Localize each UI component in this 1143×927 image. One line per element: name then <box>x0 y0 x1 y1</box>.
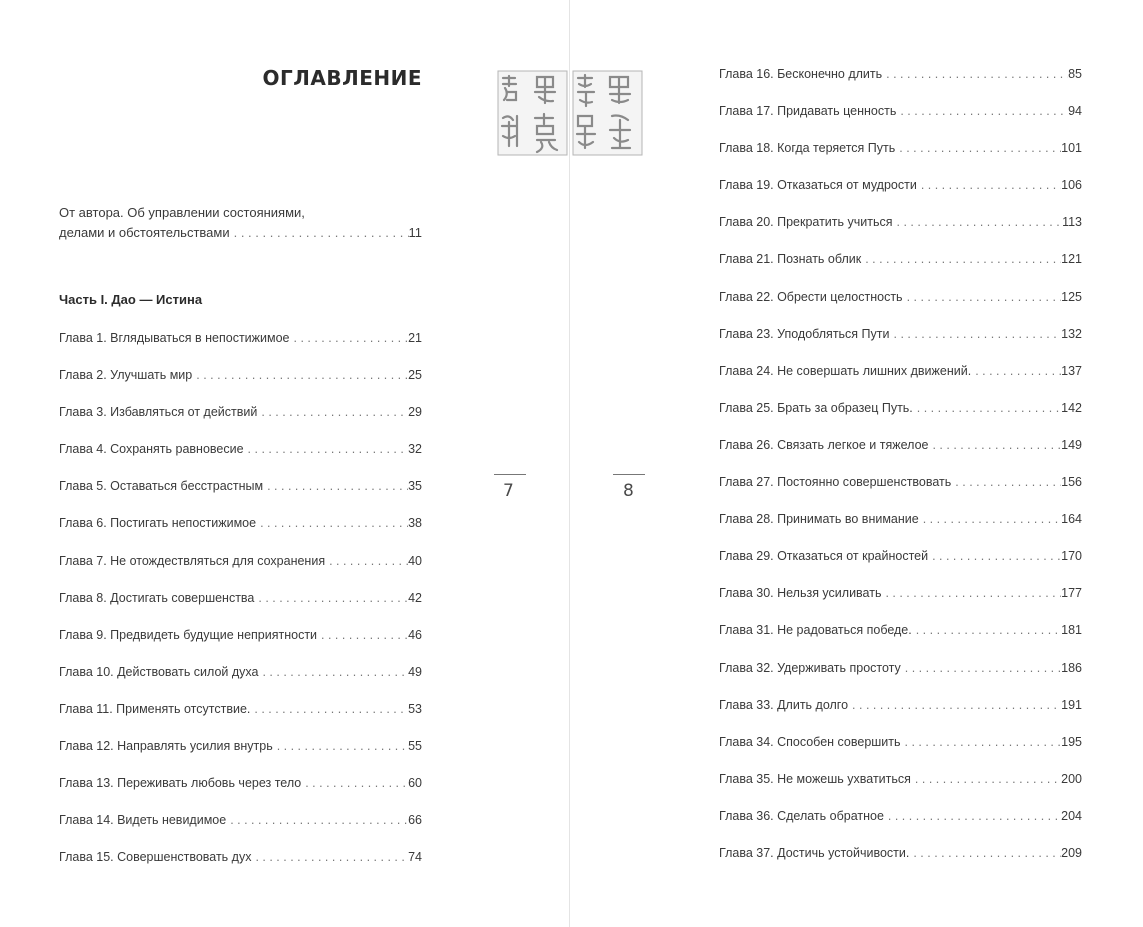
dot-leader <box>928 549 1061 563</box>
toc-entry[interactable] <box>59 702 422 739</box>
dot-leader <box>273 739 408 753</box>
toc-entry[interactable] <box>59 331 422 368</box>
dot-leader <box>893 215 1063 229</box>
dot-leader <box>325 554 408 568</box>
toc-entry[interactable] <box>59 516 422 553</box>
entry-title: Глава 13. Переживать любовь через тело <box>59 776 302 791</box>
toc-entry[interactable] <box>59 479 422 516</box>
entry-title: Глава 3. Избавляться от действий <box>59 405 258 420</box>
entry-title: Глава 17. Придавать ценность <box>719 104 897 119</box>
entry-title: Глава 6. Постигать непостижимое <box>59 516 257 531</box>
folio-rule-right <box>613 474 645 475</box>
dot-leader <box>951 475 1061 489</box>
toc-entry[interactable] <box>719 586 1082 623</box>
toc-entry[interactable] <box>719 475 1082 512</box>
toc-entry[interactable] <box>59 665 422 702</box>
entry-title: Глава 30. Нельзя усиливать <box>719 586 882 601</box>
toc-entry[interactable] <box>719 809 1082 846</box>
entry-page-number: 29 <box>408 405 422 420</box>
seal-stamp-left-icon <box>497 70 568 156</box>
toc-entry[interactable] <box>59 628 422 665</box>
entry-page-number: 156 <box>1061 475 1082 490</box>
toc-entry[interactable] <box>719 772 1082 809</box>
intro-title-line2: делами и обстоятельствами <box>59 225 230 240</box>
dot-leader <box>256 516 408 530</box>
entry-title: Глава 7. Не отождествляться для сохранения <box>59 553 326 568</box>
dot-leader <box>882 67 1068 81</box>
dot-leader <box>917 178 1061 192</box>
entry-title: Глава 36. Сделать обратное <box>719 808 884 823</box>
entry-page-number: 32 <box>408 442 422 457</box>
intro-row <box>59 223 422 243</box>
entry-page-number: 60 <box>408 776 422 791</box>
entry-page-number: 137 <box>1061 363 1082 378</box>
entry-page-number: 113 <box>1062 215 1082 230</box>
dot-leader <box>895 141 1061 155</box>
entry-title: Глава 33. Длить долго <box>719 697 849 712</box>
entry-page-number: 42 <box>408 590 422 605</box>
dot-leader <box>263 479 408 493</box>
toc-list-left <box>59 331 422 887</box>
toc-entry[interactable] <box>719 549 1082 586</box>
entry-page-number: 209 <box>1061 845 1082 860</box>
dot-leader <box>317 628 408 642</box>
dot-leader <box>896 104 1068 118</box>
dot-leader <box>192 368 408 382</box>
toc-entry[interactable] <box>59 368 422 405</box>
entry-page-number: 186 <box>1061 660 1082 675</box>
entry-title: Глава 22. Обрести целостность <box>719 289 903 304</box>
entry-page-number: 46 <box>408 627 422 642</box>
toc-entry[interactable] <box>719 623 1082 660</box>
entry-page-number: 204 <box>1061 808 1082 823</box>
entry-page-number: 191 <box>1061 697 1082 712</box>
page-title: ОГЛАВЛЕНИЕ <box>262 66 422 90</box>
toc-entry[interactable] <box>719 846 1082 883</box>
toc-entry[interactable] <box>719 141 1082 178</box>
toc-entry[interactable] <box>719 215 1082 252</box>
entry-title: Глава 23. Уподобляться Пути <box>719 326 890 341</box>
intro-title-line1: От автора. Об управлении состояниями, <box>59 205 305 220</box>
entry-title: Глава 29. Отказаться от крайностей <box>719 549 929 564</box>
entry-title: Глава 4. Сохранять равновесие <box>59 442 244 457</box>
entry-page-number: 177 <box>1061 586 1082 601</box>
entry-page-number: 101 <box>1061 141 1082 156</box>
entry-title: Глава 35. Не можешь ухватиться <box>719 771 911 786</box>
dot-leader <box>251 850 408 864</box>
dot-leader <box>301 776 408 790</box>
intro-page-number: 11 <box>408 225 422 240</box>
entry-page-number: 49 <box>408 664 422 679</box>
entry-page-number: 142 <box>1061 400 1082 415</box>
entry-page-number: 164 <box>1061 512 1082 527</box>
toc-entry[interactable] <box>59 591 422 628</box>
toc-list-right <box>719 67 1082 883</box>
dot-leader <box>258 665 408 679</box>
toc-entry[interactable] <box>59 405 422 442</box>
entry-title: Глава 28. Принимать во внимание <box>719 512 919 527</box>
seal-stamp-right-icon <box>572 70 643 156</box>
dot-leader <box>890 327 1062 341</box>
toc-entry[interactable] <box>719 104 1082 141</box>
entry-title: Глава 27. Постоянно совершенствовать <box>719 475 952 490</box>
entry-page-number: 200 <box>1061 771 1082 786</box>
dot-leader <box>909 846 1061 860</box>
toc-entry[interactable] <box>719 438 1082 475</box>
part-heading: Часть I. Дао — Истина <box>59 292 203 307</box>
toc-entry[interactable] <box>59 776 422 813</box>
toc-entry[interactable] <box>719 364 1082 401</box>
dot-leader <box>911 772 1061 786</box>
entry-title: Глава 14. Видеть невидимое <box>59 813 227 828</box>
intro-entry[interactable] <box>59 203 422 243</box>
entry-page-number: 25 <box>408 368 422 383</box>
entry-page-number: 132 <box>1061 326 1082 341</box>
entry-title: Глава 9. Предвидеть будущие неприятности <box>59 627 318 642</box>
toc-entry[interactable] <box>59 850 422 887</box>
toc-entry[interactable] <box>719 698 1082 735</box>
dot-leader <box>928 438 1061 452</box>
toc-entry[interactable] <box>719 661 1082 698</box>
dot-leader <box>254 591 408 605</box>
entry-title: Глава 34. Способен совершить <box>719 734 901 749</box>
entry-page-number: 85 <box>1068 67 1082 81</box>
entry-page-number: 181 <box>1061 623 1082 638</box>
entry-page-number: 53 <box>408 701 422 716</box>
dot-leader <box>848 698 1061 712</box>
folio-right: 8 <box>623 481 634 501</box>
dot-leader <box>901 735 1062 749</box>
entry-page-number: 149 <box>1061 437 1082 452</box>
toc-entry[interactable] <box>719 252 1082 289</box>
toc-entry[interactable] <box>719 512 1082 549</box>
toc-entry[interactable] <box>719 327 1082 364</box>
entry-title: Глава 5. Оставаться бесстрастным <box>59 479 264 494</box>
toc-entry[interactable] <box>719 178 1082 215</box>
dot-leader <box>244 442 409 456</box>
dot-leader <box>901 661 1061 675</box>
dot-leader <box>226 813 408 827</box>
dot-leader <box>861 252 1061 266</box>
entry-title: Глава 18. Когда теряется Путь <box>719 141 896 156</box>
dot-leader <box>903 290 1062 304</box>
toc-entry[interactable] <box>719 735 1082 772</box>
entry-title: Глава 20. Прекратить учиться <box>719 215 893 230</box>
toc-entry[interactable] <box>719 67 1082 104</box>
entry-page-number: 195 <box>1061 734 1082 749</box>
entry-title: Глава 1. Вглядываться в непостижимое <box>59 331 290 345</box>
entry-title: Глава 25. Брать за образец Путь. <box>719 400 913 415</box>
entry-title: Глава 8. Достигать совершенства <box>59 590 255 605</box>
entry-title: Глава 24. Не совершать лишних движений. <box>719 363 972 378</box>
folio-left: 7 <box>503 481 514 501</box>
entry-page-number: 66 <box>408 813 422 828</box>
folio-rule-left <box>494 474 526 475</box>
entry-title: Глава 37. Достичь устойчивости. <box>719 845 910 860</box>
dot-leader <box>881 586 1061 600</box>
dot-leader <box>884 809 1061 823</box>
entry-page-number: 38 <box>408 516 422 531</box>
dot-leader <box>912 623 1061 637</box>
entry-page-number: 74 <box>408 850 422 865</box>
entry-title: Глава 12. Направлять усилия внутрь <box>59 739 273 754</box>
toc-entry[interactable] <box>59 442 422 479</box>
toc-entry[interactable] <box>719 290 1082 327</box>
page-gutter <box>569 0 570 927</box>
entry-page-number: 94 <box>1068 104 1082 119</box>
entry-page-number: 106 <box>1061 178 1082 193</box>
toc-entry[interactable] <box>59 554 422 591</box>
entry-title: Глава 19. Отказаться от мудрости <box>719 178 917 193</box>
entry-title: Глава 2. Улучшать мир <box>59 368 193 383</box>
dot-leader <box>290 331 409 345</box>
entry-title: Глава 26. Связать легкое и тяжелое <box>719 437 929 452</box>
entry-page-number: 55 <box>408 739 422 754</box>
entry-page-number: 170 <box>1061 549 1082 564</box>
entry-title: Глава 11. Применять отсутствие. <box>59 701 251 716</box>
toc-entry[interactable] <box>59 813 422 850</box>
entry-title: Глава 21. Познать облик <box>719 252 862 267</box>
entry-page-number: 125 <box>1061 289 1082 304</box>
dot-leader <box>230 223 409 243</box>
toc-entry[interactable] <box>59 739 422 776</box>
entry-page-number: 21 <box>408 331 422 345</box>
entry-title: Глава 10. Действовать силой духа <box>59 664 259 679</box>
entry-page-number: 35 <box>408 479 422 494</box>
dot-leader <box>250 702 408 716</box>
dot-leader <box>971 364 1061 378</box>
entry-title: Глава 15. Совершенствовать дух <box>59 850 252 865</box>
toc-entry[interactable] <box>719 401 1082 438</box>
entry-title: Глава 31. Не радоваться победе. <box>719 623 912 638</box>
dot-leader <box>913 401 1061 415</box>
dot-leader <box>257 405 408 419</box>
dot-leader <box>919 512 1061 526</box>
entry-page-number: 40 <box>408 553 422 568</box>
entry-page-number: 121 <box>1061 252 1082 267</box>
entry-title: Глава 32. Удерживать простоту <box>719 660 901 675</box>
entry-title: Глава 16. Бесконечно длить <box>719 67 883 81</box>
